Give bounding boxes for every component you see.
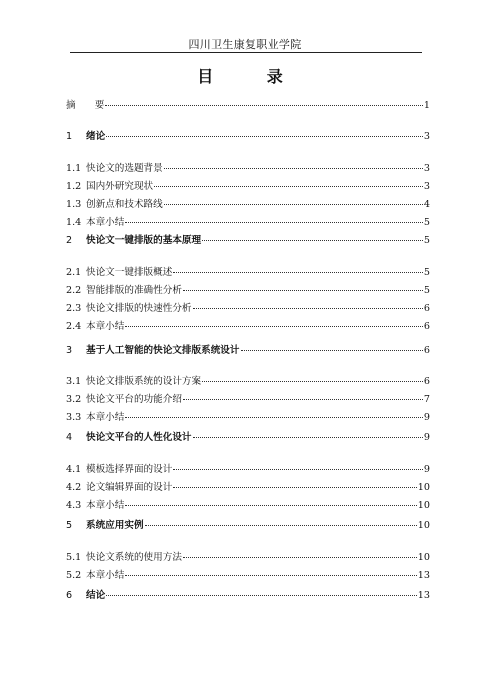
- toc-title: 目 录: [197, 67, 307, 86]
- toc-entry-label: 结论: [86, 590, 106, 601]
- dot-leader: [202, 381, 423, 382]
- dot-leader: [106, 595, 417, 596]
- toc-entry-section[interactable]: 2.3 快论文排版的快速性分析 6: [66, 303, 430, 314]
- toc-page-number: 6: [423, 345, 430, 356]
- dot-leader: [193, 308, 423, 309]
- toc-page-number: 6: [423, 321, 430, 332]
- toc-entry-abstract[interactable]: [66, 100, 430, 112]
- toc-entry-label: 基于人工智能的快论文排版系统设计: [86, 345, 240, 356]
- toc-entry-chapter[interactable]: 5 系统应用实例 10: [66, 520, 430, 531]
- toc-entry-label: 快论文平台的功能介绍: [86, 394, 182, 405]
- toc-entry-section[interactable]: 2.1 快论文一键排版概述 5: [66, 267, 430, 278]
- toc-page-number: 5: [423, 217, 430, 228]
- toc-entry-section[interactable]: 4.3 本章小结 10: [66, 500, 430, 511]
- toc-entry-section[interactable]: 2.4 本章小结 6: [66, 321, 430, 332]
- dot-leader: [154, 186, 423, 187]
- toc-page-number: 9: [423, 464, 430, 475]
- dot-leader: [193, 437, 423, 438]
- dot-leader: [173, 272, 423, 273]
- toc-entry-chapter[interactable]: 4 快论文平台的人性化设计 9: [66, 432, 430, 443]
- dot-leader: [202, 240, 423, 241]
- dot-leader: [125, 222, 423, 223]
- dot-leader: [241, 350, 423, 351]
- dot-leader: [183, 399, 423, 400]
- toc-page-number: 5: [423, 285, 430, 296]
- toc-entry-label: 本章小结: [86, 217, 125, 228]
- toc-page-number: 3: [423, 163, 430, 174]
- toc-entry-label: 快论文排版的快速性分析: [86, 303, 192, 314]
- toc-entry-section[interactable]: 5.2 本章小结 13: [66, 570, 430, 581]
- toc-entry-chapter[interactable]: 2 快论文一键排版的基本原理 5: [66, 235, 430, 246]
- toc-entry-label: 本章小结: [86, 321, 125, 332]
- toc-entry-label: 本章小结: [86, 570, 125, 581]
- toc-entry-section[interactable]: 1.3 创新点和技术路线 4: [66, 199, 430, 210]
- dot-leader: [105, 105, 423, 106]
- toc-page-number: 10: [417, 482, 430, 493]
- dot-leader: [145, 525, 417, 526]
- toc-entry-section[interactable]: 1.2 国内外研究现状 3: [66, 181, 430, 192]
- toc-page-number: 13: [417, 590, 430, 601]
- dot-leader: [125, 505, 416, 506]
- toc-entry-label: 快论文平台的人性化设计: [86, 432, 192, 443]
- toc-page-number: 6: [423, 376, 430, 387]
- toc-entry-label: 快论文排版系统的设计方案: [86, 376, 202, 387]
- toc-page-number: 7: [423, 394, 430, 405]
- toc-entry-label: 智能排版的准确性分析: [86, 285, 182, 296]
- toc-entry-section[interactable]: 2.2 智能排版的准确性分析 5: [66, 285, 430, 296]
- toc-page-number: 10: [417, 500, 430, 511]
- toc-page-number: 13: [417, 570, 430, 581]
- toc-entry-label: 系统应用实例: [86, 520, 144, 531]
- dot-leader: [106, 136, 423, 137]
- toc-entry-section[interactable]: 3.1 快论文排版系统的设计方案 6: [66, 376, 430, 387]
- toc-entry-section[interactable]: 1.4 本章小结 5: [66, 217, 430, 228]
- dot-leader: [173, 469, 423, 470]
- toc-entry-section[interactable]: 4.2 论文编辑界面的设计 10: [66, 482, 430, 493]
- toc-entry-label: 模板选择界面的设计: [86, 464, 173, 475]
- dot-leader: [125, 417, 423, 418]
- toc-entry-section[interactable]: 1.1 快论文的选题背景 3: [66, 163, 430, 174]
- toc-page-number: 9: [423, 432, 430, 443]
- toc-entry-chapter[interactable]: 6 结论 13: [66, 590, 430, 601]
- toc-entry-label: 论文编辑界面的设计: [86, 482, 173, 493]
- toc-page-number: 5: [423, 267, 430, 278]
- dot-leader: [183, 557, 417, 558]
- running-header: 四川卫生康复职业学院: [188, 38, 302, 51]
- toc-page-number: 10: [417, 552, 430, 563]
- dot-leader: [164, 204, 423, 205]
- toc-page-number: 10: [417, 520, 430, 531]
- toc-entry-label: 创新点和技术路线: [86, 199, 163, 210]
- toc-entry-label: 快论文一键排版概述: [86, 267, 173, 278]
- toc-entry-label: 本章小结: [86, 412, 125, 423]
- toc-page-number: 4: [423, 199, 430, 210]
- dot-leader: [164, 168, 423, 169]
- toc-entry-section[interactable]: 5.1 快论文系统的使用方法 10: [66, 552, 430, 563]
- toc-page-number: 1: [423, 100, 430, 111]
- header-rule: [70, 52, 422, 53]
- toc-entry-section[interactable]: 3.3 本章小结 9: [66, 412, 430, 423]
- toc-entry-chapter[interactable]: 3 基于人工智能的快论文排版系统设计 6: [66, 345, 430, 356]
- toc-page-number: 3: [423, 131, 430, 142]
- dot-leader: [125, 326, 423, 327]
- toc-entry-label: 快论文一键排版的基本原理: [86, 235, 202, 246]
- toc-entry-label: 本章小结: [86, 500, 125, 511]
- dot-leader: [183, 290, 423, 291]
- toc-entry-chapter[interactable]: 1 绪论 3: [66, 131, 430, 142]
- dot-leader: [125, 575, 416, 576]
- toc-page-number: 5: [423, 235, 430, 246]
- toc-page-number: 6: [423, 303, 430, 314]
- toc-entry-label: 快论文的选题背景: [86, 163, 163, 174]
- toc-entry-label: 快论文系统的使用方法: [86, 552, 182, 563]
- toc-entry-section[interactable]: 3.2 快论文平台的功能介绍 7: [66, 394, 430, 405]
- toc-page-number: 3: [423, 181, 430, 192]
- toc-entry-label: 国内外研究现状: [86, 181, 154, 192]
- toc-entry-label: 摘 要: [66, 100, 105, 111]
- dot-leader: [173, 487, 416, 488]
- toc-entry-section[interactable]: 4.1 模板选择界面的设计 9: [66, 464, 430, 475]
- toc-entry-label: 绪论: [86, 131, 106, 142]
- toc-page-number: 9: [423, 412, 430, 423]
